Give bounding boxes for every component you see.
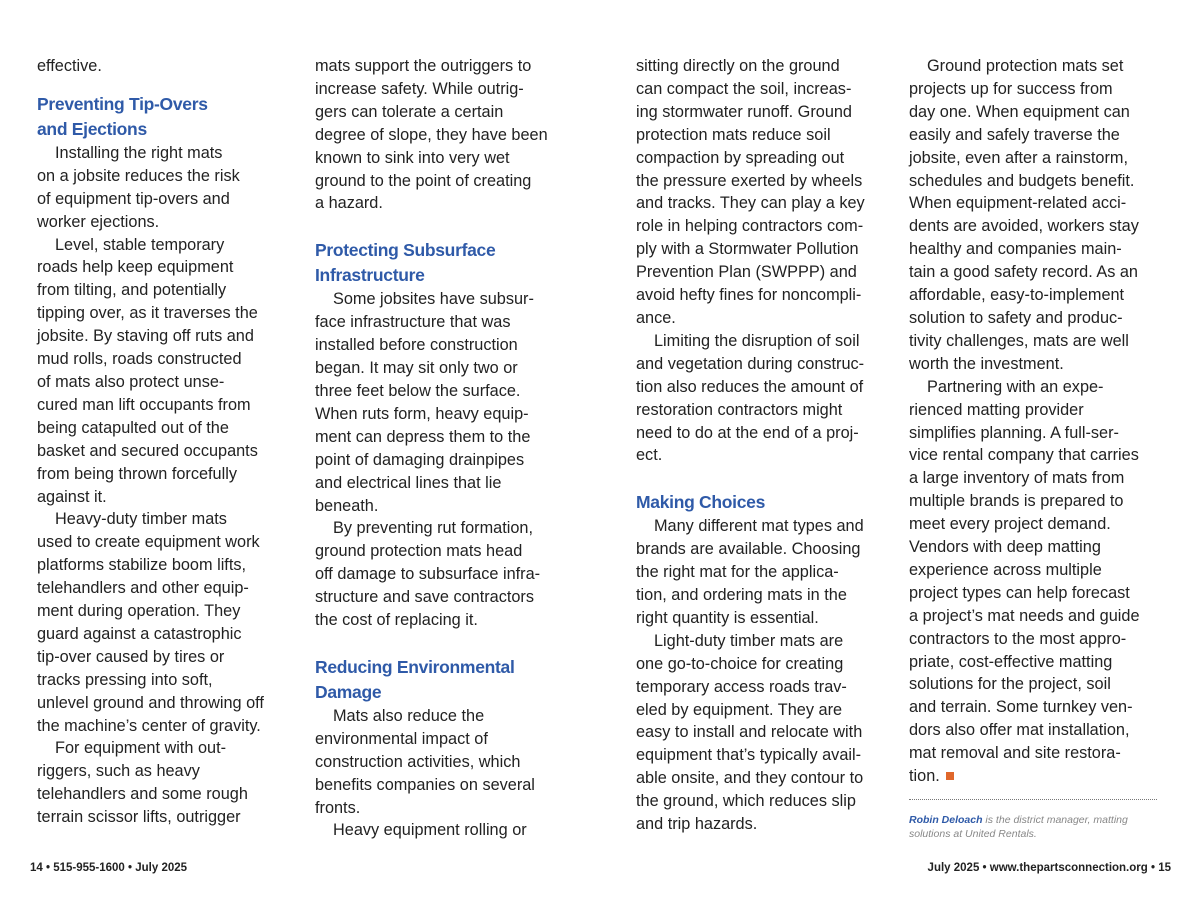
article-column-1 (37, 55, 287, 829)
text-line: schedules and budgets benefit. (909, 171, 1135, 190)
text-line: easily and safely traverse the (909, 125, 1120, 144)
text-line: Prevention Plan (SWPPP) and (636, 263, 857, 282)
text-line: fronts. (315, 798, 361, 817)
text-line: worth the investment. (909, 354, 1064, 373)
paragraph (315, 288, 565, 517)
text-line: environmental impact of (315, 729, 488, 748)
text-line: increase safety. While outrig- (315, 79, 524, 98)
text-line: Many different mat types and (654, 517, 864, 536)
text-line: Vendors with deep matting (909, 538, 1101, 557)
text-line: Light-duty timber mats are (654, 631, 844, 650)
text-line: guard against a catastrophic (37, 624, 242, 643)
text-line: affordable, easy-to-implement (909, 286, 1125, 305)
text-line: ment during operation. They (37, 602, 241, 621)
text-line: solutions for the project, soil (909, 675, 1111, 694)
text-line: began. It may sit only two or (315, 359, 518, 378)
text-line: avoid hefty fines for noncompli- (636, 286, 862, 305)
text-line: Mats also reduce the (333, 706, 485, 725)
heading-line: and Ejections (37, 118, 147, 139)
text-line: ance. (636, 308, 676, 327)
text-line: worker ejections. (37, 212, 160, 231)
heading-line: Preventing Tip-Overs (37, 93, 208, 114)
paragraph (315, 517, 565, 632)
text-line: Limiting the disruption of soil (654, 331, 860, 350)
text-line: eled by equipment. They are (636, 700, 843, 719)
end-of-article-mark (946, 772, 954, 780)
text-line: need to do at the end of a proj- (636, 423, 859, 442)
text-line: telehandlers and some rough (37, 785, 248, 804)
paragraph (37, 508, 287, 737)
text-line: and electrical lines that lie (315, 473, 502, 492)
article-column-2 (315, 55, 565, 842)
text-line: ing stormwater runoff. Ground (636, 102, 852, 121)
text-line: the right mat for the applica- (636, 563, 839, 582)
text-line: installed before construction (315, 336, 518, 355)
text-line: able onsite, and they contour to (636, 769, 864, 788)
text-line: ect. (636, 446, 663, 465)
text-line: meet every project demand. (909, 515, 1111, 534)
text-line: experience across multiple (909, 560, 1102, 579)
text-line: degree of slope, they have been (315, 125, 548, 144)
text-line: tivity challenges, mats are well (909, 331, 1129, 350)
text-line: solution to safety and produc- (909, 308, 1123, 327)
text-line: equipment that’s typically avail- (636, 746, 862, 765)
text-line: and tracks. They can play a key (636, 194, 865, 213)
text-line: For equipment with out- (55, 739, 227, 758)
text-line: being catapulted out of the (37, 418, 229, 437)
text-line: from tilting, and potentially (37, 281, 227, 300)
text-line: unlevel ground and throwing off (37, 693, 264, 712)
section-heading-making-choices (636, 490, 886, 515)
text-line: can compact the soil, increas- (636, 79, 852, 98)
text-line: ply with a Stormwater Pollution (636, 240, 859, 259)
paragraph (315, 55, 565, 215)
text-line: a hazard. (315, 194, 383, 213)
text-line: tain a good safety record. As an (909, 263, 1138, 282)
text-line: one go-to-choice for creating (636, 654, 844, 673)
text-line: priate, cost-effective matting (909, 652, 1113, 671)
text-line: the ground, which reduces slip (636, 792, 856, 811)
article-column-4 (909, 55, 1159, 788)
text-line: compaction by spreading out (636, 148, 845, 167)
text-line: and vegetation during construc- (636, 354, 865, 373)
author-name: Robin Deloach (909, 814, 983, 826)
paragraph (37, 234, 287, 509)
text-line: rienced matting provider (909, 400, 1084, 419)
text-line: a large inventory of mats from (909, 469, 1125, 488)
text-line: tion. (909, 765, 1159, 788)
text-line: mat removal and site restora- (909, 744, 1121, 763)
text-line: on a jobsite reduces the risk (37, 166, 240, 185)
text-line: telehandlers and other equip- (37, 579, 249, 598)
paragraph (636, 330, 886, 467)
section-heading-tip-overs (37, 92, 287, 142)
text-line: When equipment-related acci- (909, 194, 1127, 213)
text-line: multiple brands is prepared to (909, 492, 1124, 511)
paragraph (37, 142, 287, 234)
author-bio (909, 813, 1159, 841)
heading-line: Infrastructure (315, 265, 425, 286)
paragraph (636, 55, 886, 330)
text-line: project types can help forecast (909, 583, 1130, 602)
text-line: mud rolls, roads constructed (37, 350, 242, 369)
footer-right-folio: July 2025 • www.thepartsconnection.org • 15 (927, 862, 1171, 874)
text-line: ground to the point of creating (315, 171, 532, 190)
text-line: jobsite, even after a rainstorm, (909, 148, 1128, 167)
text-line: tion, and ordering mats in the (636, 586, 847, 605)
paragraph (909, 55, 1159, 376)
paragraph (37, 737, 287, 829)
footer-left-folio: 14 • 515-955-1600 • July 2025 (30, 862, 188, 874)
text-line: simplifies planning. A full-ser- (909, 423, 1119, 442)
text-line: effective. (37, 57, 102, 75)
paragraph (315, 819, 565, 842)
text-line: the pressure exerted by wheels (636, 171, 863, 190)
text-line: brands are available. Choosing (636, 540, 861, 559)
text-line: right quantity is essential. (636, 608, 819, 627)
text-line: of equipment tip-overs and (37, 189, 230, 208)
text-line: known to sink into very wet (315, 148, 510, 167)
text-line: Heavy equipment rolling or (333, 821, 527, 840)
text-line: riggers, such as heavy (37, 762, 200, 781)
text-line: Heavy-duty timber mats (55, 510, 227, 529)
text-line: tip-over caused by tires or (37, 647, 225, 666)
text-line: dors also offer mat installation, (909, 721, 1130, 740)
text-line: tracks pressing into soft, (37, 670, 213, 689)
text-line: Level, stable temporary (55, 235, 225, 254)
text-line: role in helping contractors com- (636, 217, 864, 236)
text-line: construction activities, which (315, 752, 521, 771)
text-line: point of damaging drainpipes (315, 450, 525, 469)
text-line: benefits companies on several (315, 775, 535, 794)
section-heading-environmental (315, 655, 565, 705)
text-line: gers can tolerate a certain (315, 102, 504, 121)
bio-text-1: is the district manager, matting (982, 814, 1128, 826)
heading-line: Damage (315, 681, 382, 702)
text-line: Some jobsites have subsur- (333, 290, 534, 309)
text-line: Ground protection mats set (927, 57, 1124, 75)
text-line: beneath. (315, 496, 379, 515)
text-line: and trip hazards. (636, 815, 758, 834)
text-line: off damage to subsurface infra- (315, 565, 541, 584)
text-line: face infrastructure that was (315, 313, 511, 332)
text-line: cured man lift occupants from (37, 395, 251, 414)
text-line: restoration contractors might (636, 400, 843, 419)
text-line: used to create equipment work (37, 533, 260, 552)
text-line: contractors to the most appro- (909, 629, 1127, 648)
paragraph (315, 705, 565, 820)
article-column-3 (636, 55, 886, 836)
text-line: day one. When equipment can (909, 102, 1130, 121)
text-line: Installing the right mats (55, 143, 223, 162)
paragraph (909, 376, 1159, 788)
heading-line: Reducing Environmental (315, 656, 515, 677)
text-line: dents are avoided, workers stay (909, 217, 1139, 236)
text-line: three feet below the surface. (315, 381, 521, 400)
text-line: vice rental company that carries (909, 446, 1139, 465)
text-line: basket and secured occupants (37, 441, 258, 460)
text-line: of mats also protect unse- (37, 372, 225, 391)
text-line: ment can depress them to the (315, 427, 531, 446)
bio-text-2: solutions at United Rentals. (909, 828, 1037, 840)
text-line: terrain scissor lifts, outrigger (37, 808, 241, 827)
text-line: tipping over, as it traverses the (37, 304, 258, 323)
text-line: and terrain. Some turnkey ven- (909, 698, 1133, 717)
bio-divider (909, 799, 1157, 800)
text-line: tion also reduces the amount of (636, 377, 864, 396)
text-line: from being thrown forcefully (37, 464, 237, 483)
text-line: healthy and companies main- (909, 240, 1122, 259)
text-line: roads help keep equipment (37, 258, 234, 277)
text-line: structure and save contractors (315, 588, 534, 607)
paragraph (636, 515, 886, 630)
text-line: the cost of replacing it. (315, 611, 478, 630)
text-line: protection mats reduce soil (636, 125, 831, 144)
section-heading-subsurface (315, 238, 565, 288)
text-line: against it. (37, 487, 107, 506)
text-line: By preventing rut formation, (333, 519, 533, 538)
text-line: easy to install and relocate with (636, 723, 863, 742)
paragraph (636, 630, 886, 836)
text-line: jobsite. By staving off ruts and (37, 327, 254, 346)
text-line: platforms stabilize boom lifts, (37, 556, 247, 575)
text-line: a project’s mat needs and guide (909, 606, 1140, 625)
text-line: ground protection mats head (315, 542, 523, 561)
heading-line: Protecting Subsurface (315, 240, 496, 261)
heading-line: Making Choices (636, 492, 766, 513)
text-line: projects up for success from (909, 79, 1113, 98)
text-line: the machine’s center of gravity. (37, 716, 261, 735)
text-line: sitting directly on the ground (636, 57, 840, 75)
text-line: temporary access roads trav- (636, 677, 847, 696)
text-line: Partnering with an expe- (927, 377, 1104, 396)
text-line: When ruts form, heavy equip- (315, 404, 529, 423)
text-line: mats support the outriggers to (315, 57, 532, 75)
